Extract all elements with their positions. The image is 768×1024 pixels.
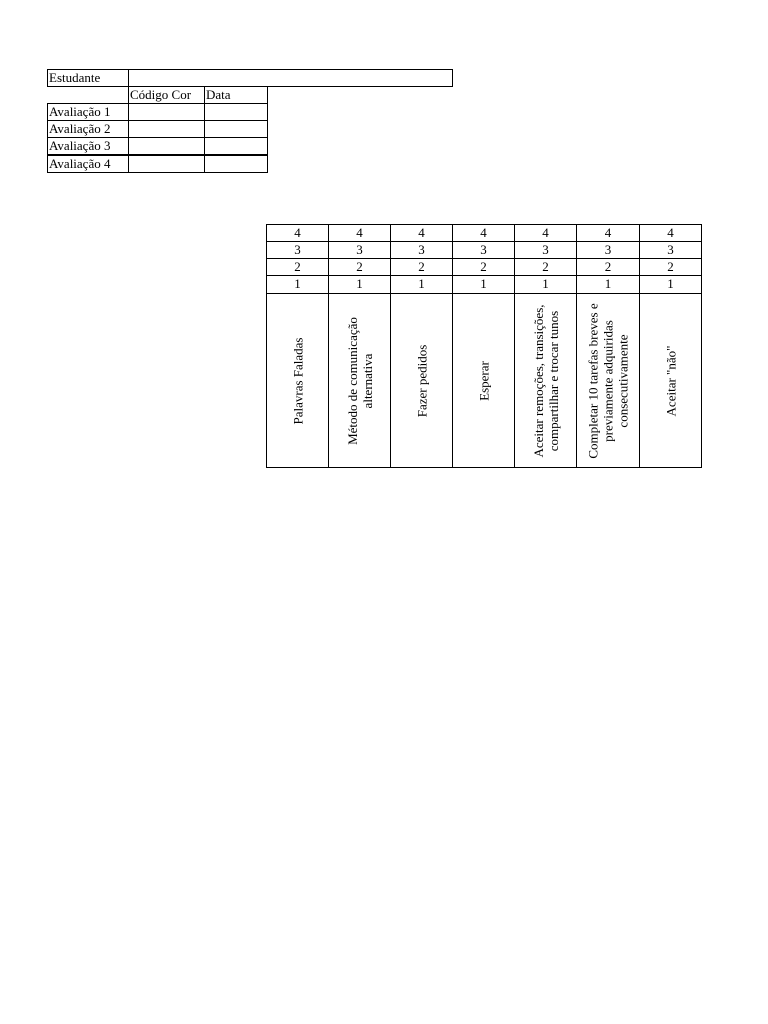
rating-level-cell[interactable]: 1 [328, 275, 391, 294]
rating-level-cell[interactable]: 2 [514, 258, 577, 276]
rating-level-cell[interactable]: 4 [328, 224, 391, 242]
assessment-4-data[interactable] [204, 155, 268, 173]
rating-level-cell[interactable]: 1 [639, 275, 702, 294]
rating-level-cell[interactable]: 3 [390, 241, 453, 259]
rating-level-cell[interactable]: 4 [452, 224, 515, 242]
student-label: Estudante [47, 69, 129, 87]
skill-header-cell [639, 293, 702, 468]
assessment-2-codigo-cor[interactable] [128, 120, 205, 138]
skill-label: Fazer pedidos [414, 344, 429, 417]
assessment-1-label: Avaliação 1 [47, 103, 129, 121]
skill-header-cell [576, 293, 640, 468]
rating-level-cell[interactable]: 2 [452, 258, 515, 276]
rating-level-cell[interactable]: 4 [576, 224, 640, 242]
skill-label: Aceitar remoções, transições, compartilhar e trocar tunos [530, 303, 561, 458]
rating-level-cell[interactable]: 1 [452, 275, 515, 294]
rating-level-cell[interactable]: 1 [390, 275, 453, 294]
rating-level-cell[interactable]: 3 [328, 241, 391, 259]
rating-level-cell[interactable]: 2 [390, 258, 453, 276]
skill-header-cell [452, 293, 515, 468]
skill-label: Palavras Faladas [290, 337, 305, 425]
rating-level-cell[interactable]: 4 [639, 224, 702, 242]
assessment-3-data[interactable] [204, 137, 268, 155]
skill-header-cell [390, 293, 453, 468]
skill-header-cell [514, 293, 577, 468]
rating-level-cell[interactable]: 1 [266, 275, 329, 294]
data-header: Data [204, 86, 268, 104]
rating-level-cell[interactable]: 2 [266, 258, 329, 276]
assessment-3-label: Avaliação 3 [47, 137, 129, 155]
skill-header-cell [328, 293, 391, 468]
assessment-3-codigo-cor[interactable] [128, 137, 205, 155]
assessment-2-data[interactable] [204, 120, 268, 138]
rating-level-cell[interactable]: 4 [266, 224, 329, 242]
rating-level-cell[interactable]: 3 [514, 241, 577, 259]
skill-label: Aceitar "não" [663, 345, 678, 416]
assessment-1-data[interactable] [204, 103, 268, 121]
rating-level-cell[interactable]: 4 [390, 224, 453, 242]
rating-level-cell[interactable]: 2 [576, 258, 640, 276]
assessment-4-codigo-cor[interactable] [128, 155, 205, 173]
rating-level-cell[interactable]: 3 [576, 241, 640, 259]
rating-level-cell[interactable]: 3 [639, 241, 702, 259]
rating-level-cell[interactable]: 1 [576, 275, 640, 294]
codigo-cor-header: Código Cor [128, 86, 205, 104]
rating-level-cell[interactable]: 2 [328, 258, 391, 276]
student-name-field[interactable] [128, 69, 453, 87]
assessment-1-codigo-cor[interactable] [128, 103, 205, 121]
rating-level-cell[interactable]: 3 [452, 241, 515, 259]
skill-label: Método de comunicação alternativa [344, 316, 375, 445]
rating-level-cell[interactable]: 1 [514, 275, 577, 294]
assessment-2-label: Avaliação 2 [47, 120, 129, 138]
assessment-4-label: Avaliação 4 [47, 155, 129, 173]
rating-level-cell[interactable]: 4 [514, 224, 577, 242]
skill-header-cell [266, 293, 329, 468]
rating-level-cell[interactable]: 2 [639, 258, 702, 276]
skill-label: Esperar [476, 360, 491, 401]
skill-label: Completar 10 tarefas breves e previamente adquiridas consecutivamente [585, 302, 631, 459]
rating-level-cell[interactable]: 3 [266, 241, 329, 259]
